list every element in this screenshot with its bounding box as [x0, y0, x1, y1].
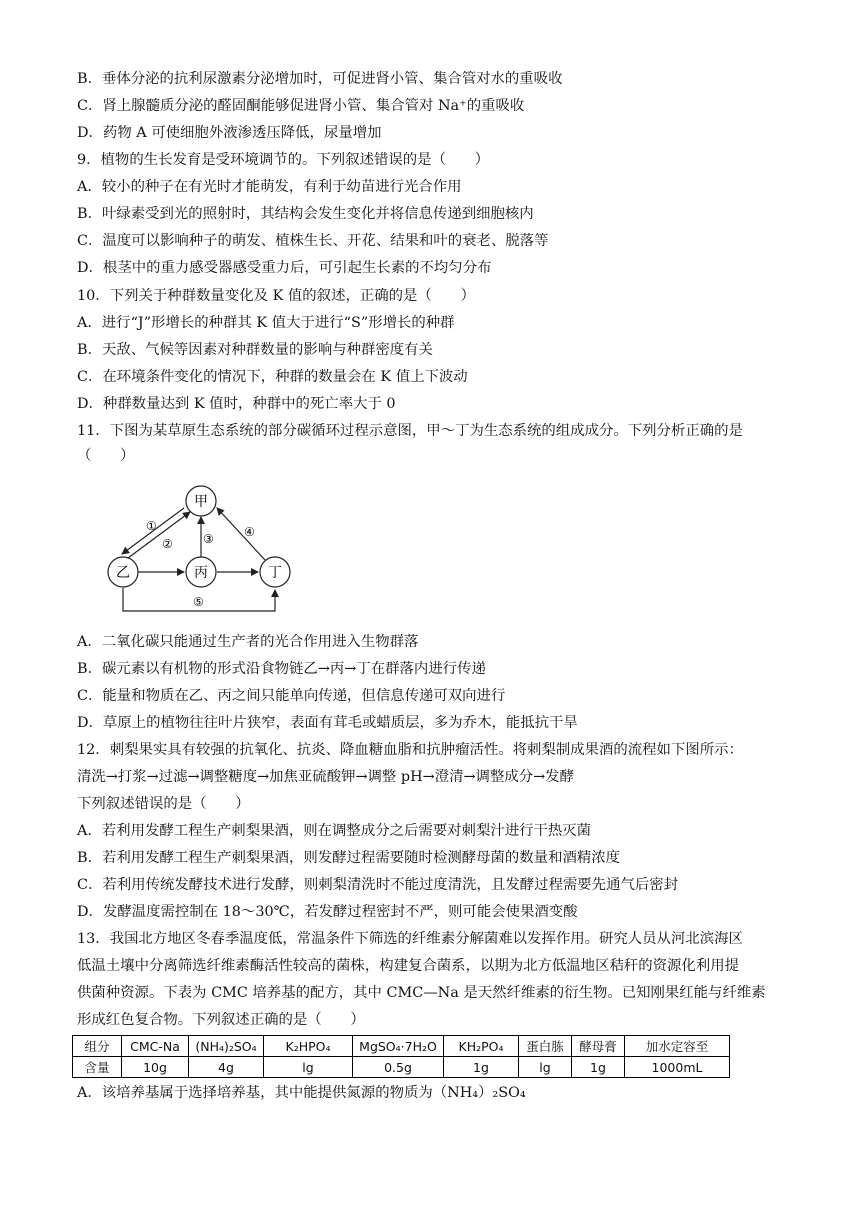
- node-bing: [186, 557, 216, 587]
- q12-option-a: A．若利用发酵工程生产刺梨果酒，则在调整成分之后需要对刺梨汁进行干热灭菌: [77, 823, 592, 839]
- q10-option-b: B．天敌、气候等因素对种群数量的影响与种群密度有关: [77, 342, 433, 358]
- node-yi: [108, 557, 138, 587]
- svg-text:丙: 丙: [194, 565, 208, 581]
- table-cell: lg: [519, 1057, 572, 1078]
- q11-option-d: D．草原上的植物往往叶片狭窄，表面有茸毛或蜡质层，多为乔木，能抵抗干旱: [77, 715, 578, 731]
- q13-line4: 形成红色复合物。下列叙述正确的是（ ）: [77, 1012, 365, 1028]
- q13-line3: 供菌种资源。下表为 CMC 培养基的配方，其中 CMC—Na 是天然纤维素的衍生物。已知刚果红能与纤维素: [77, 985, 766, 1001]
- label-3: ③: [203, 532, 214, 546]
- table-cell: lg: [264, 1057, 353, 1078]
- q12-ask: 下列叙述错误的是（ ）: [77, 796, 250, 812]
- q11-option-b: B．碳元素以有机物的形式沿食物链乙→丙→丁在群落内进行传递: [77, 661, 486, 677]
- label-5: ⑤: [193, 595, 204, 609]
- q10-stem: 10．下列关于种群数量变化及 K 值的叙述，正确的是（ ）: [77, 288, 475, 304]
- table-cell: 1g: [572, 1057, 625, 1078]
- table-cell: 1000mL: [625, 1057, 730, 1078]
- q12-option-b: B．若利用发酵工程生产刺梨果酒，则发酵过程需要随时检测酵母菌的数量和酒精浓度: [77, 850, 621, 866]
- svg-text:乙: 乙: [116, 565, 130, 581]
- table-cell: 1g: [444, 1057, 519, 1078]
- table-header-cell: K₂HPO₄: [264, 1036, 353, 1057]
- arrow-1: [128, 512, 190, 558]
- q12-option-d: D．发酵温度需控制在 18～30℃，若发酵过程密封不严，则可能会使果酒变酸: [77, 904, 578, 920]
- table-header-row: [73, 1036, 730, 1057]
- svg-text:甲: 甲: [194, 494, 208, 510]
- table-cell: 含量: [73, 1057, 122, 1078]
- q11-option-c: C．能量和物质在乙、丙之间只能单向传递，但信息传递可双向进行: [77, 688, 506, 704]
- q11-stem-bracket: （ ）: [77, 448, 135, 464]
- table-header-cell: (NH₄)₂SO₄: [189, 1036, 264, 1057]
- q13-line1: 13．我国北方地区冬春季温度低，常温条件下筛选的纤维素分解菌难以发挥作用。研究人员从河北滨海区: [77, 931, 743, 947]
- q9-option-b: B．叶绿素受到光的照射时，其结构会发生变化并将信息传递到细胞核内: [77, 206, 534, 222]
- q11-option-a: A．二氧化碳只能通过生产者的光合作用进入生物群落: [77, 634, 419, 650]
- q10-option-d: D．种群数量达到 K 值时，种群中的死亡率大于 0: [77, 396, 396, 412]
- carbon-cycle-diagram: [100, 478, 310, 620]
- label-2: ②: [162, 537, 173, 551]
- table-cell: 0.5g: [353, 1057, 444, 1078]
- table-header-cell: 加水定容至: [625, 1036, 730, 1057]
- label-4: ④: [244, 525, 255, 539]
- q8-option-b: B．垂体分泌的抗利尿激素分泌增加时，可促进肾小管、集合管对水的重吸收: [77, 71, 563, 87]
- q9-option-a: A．较小的种子在有光时才能萌发，有利于幼苗进行光合作用: [77, 179, 462, 195]
- arrow-4: [217, 508, 265, 560]
- label-1: ①: [146, 519, 157, 533]
- q9-option-c: C．温度可以影响种子的萌发、植株生长、开花、结果和叶的衰老、脱落等: [77, 233, 549, 249]
- svg-text:丁: 丁: [268, 565, 282, 581]
- q10-option-c: C．在环境条件变化的情况下，种群的数量会在 K 值上下波动: [77, 369, 468, 385]
- q13-option-a: A．该培养基属于选择培养基，其中能提供氮源的物质为（NH₄）₂SO₄: [77, 1085, 526, 1101]
- table-header-cell: 酵母膏: [572, 1036, 625, 1057]
- table-cell: 10g: [122, 1057, 189, 1078]
- node-ding: [260, 557, 290, 587]
- table-cell: 4g: [189, 1057, 264, 1078]
- table-header-cell: KH₂PO₄: [444, 1036, 519, 1057]
- q10-option-a: A．进行“J”形增长的种群其 K 值大于进行“S”形增长的种群: [77, 315, 455, 331]
- table-row: [73, 1057, 730, 1078]
- q8-option-c: C．肾上腺髓质分泌的醛固酮能够促进肾小管、集合管对 Na⁺的重吸收: [77, 98, 525, 114]
- q12-stem: 12．刺梨果实具有较强的抗氧化、抗炎、降血糖血脂和抗肿瘤活性。将刺梨制成果酒的流程如下图所示：: [77, 742, 743, 758]
- q12-flow: 清洗→打浆→过滤→调整糖度→加焦亚硫酸钾→调整 pH→澄清→调整成分→发酵: [77, 769, 574, 785]
- q11-stem: 11．下图为某草原生态系统的部分碳循环过程示意图，甲～丁为生态系统的组成成分。下列分析正确的是: [77, 423, 743, 439]
- table-header-cell: 蛋白胨: [519, 1036, 572, 1057]
- cmc-medium-table: [72, 1035, 730, 1078]
- table-header-cell: CMC-Na: [122, 1036, 189, 1057]
- node-jia: [186, 486, 216, 516]
- q12-option-c: C．若利用传统发酵技术进行发酵，则刺梨清洗时不能过度清洗，且发酵过程需要先通气后密封: [77, 877, 679, 893]
- q9-option-d: D．根茎中的重力感受器感受重力后，可引起生长素的不均匀分布: [77, 260, 492, 276]
- table-header-cell: MgSO₄·7H₂O: [353, 1036, 444, 1057]
- table-header-cell: 组分: [73, 1036, 122, 1057]
- q13-line2: 低温土壤中分离筛选纤维素酶活性较高的菌株，构建复合菌系，以期为北方低温地区秸秆的资源化利用提: [77, 958, 739, 974]
- q9-stem: 9．植物的生长发育是受环境调节的。下列叙述错误的是（ ）: [77, 152, 490, 168]
- q8-option-d: D．药物 A 可使细胞外液渗透压降低，尿量增加: [77, 125, 382, 141]
